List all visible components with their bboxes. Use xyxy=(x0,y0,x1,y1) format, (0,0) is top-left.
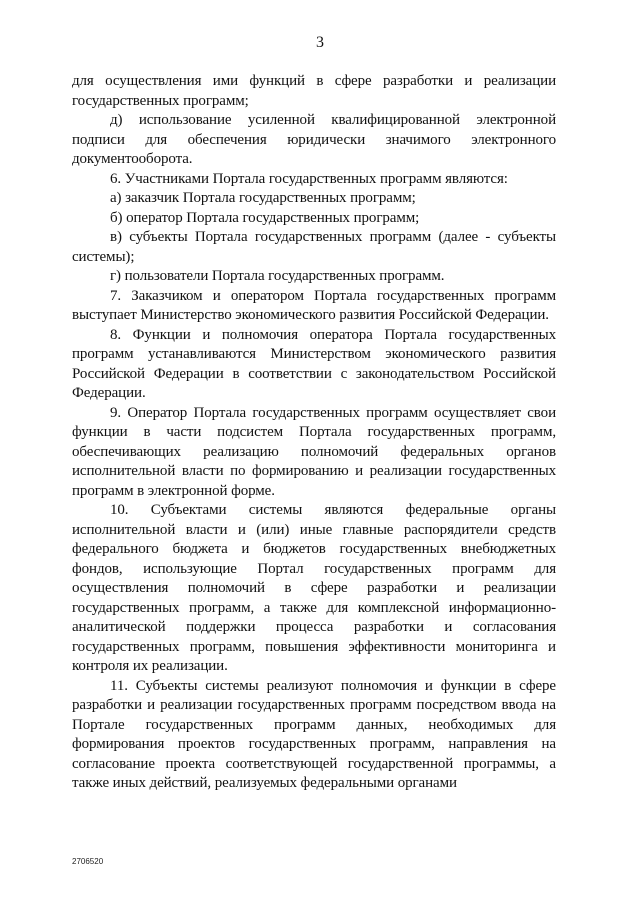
paragraph-8: 8. Функции и полномочия оператора Портала государственных программ устанавливаются Министерством экономического развития Российской Федерации в соответствии с законодательством Российской Федерации. xyxy=(72,326,556,401)
document-code: 2706520 xyxy=(72,857,104,866)
paragraph-item-a: а) заказчик Портала государственных программ; xyxy=(110,190,416,206)
page-number: 3 xyxy=(316,34,324,51)
paragraph-item-v: в) субъекты Портала государственных программ (далее - субъекты системы); xyxy=(72,229,556,265)
paragraph-6: 6. Участниками Портала государственных программ являются: xyxy=(110,170,508,187)
paragraph-7: 7. Заказчиком и оператором Портала государственных программ выступает Министерство экономического развития Российской Федерации. xyxy=(72,287,556,323)
paragraph-11: 11. Субъекты системы реализуют полномочия и функции в сфере разработки и реализации государственных программ посредством ввода на Портале государственных программ данных, необходимых для формирования проектов государственных программ, направления на согласование проекта соответствующей государственной программы, а также иных действий, реализуемых федеральными органами xyxy=(72,677,556,791)
document-body xyxy=(72,72,556,794)
paragraph-item-d: д) использование усиленной квалифицированной электронной подписи для обеспечения юридически значимого электронного документооборота. xyxy=(72,112,556,167)
paragraph-9: 9. Оператор Портала государственных программ осуществляет свои функции в части подсистем Портала государственных программ, обеспечивающих реализацию полномочий федеральных органов исполнительной власти по формированию и реализации государственных программ в электронной форме. xyxy=(72,404,556,499)
paragraph-item-b: б) оператор Портала государственных программ; xyxy=(110,209,420,226)
paragraph-continuation: для осуществления ими функций в сфере разработки и реализации государственных программ; xyxy=(72,73,556,109)
paragraph-item-g: г) пользователи Портала государственных программ. xyxy=(110,268,445,284)
paragraph-10: 10. Субъектами системы являются федеральные органы исполнительной власти и (или) иные главные распорядители средств федерального бюджета и бюджетов государственных внебюджетных фондов, использующие Портал государственных программ для осуществления полномочий в сфере разработки и реализации государственных программ, а также для комплексной информационно-аналитической поддержки процесса разработки и согласования государственных программ, повышения эффективности мониторинга и контроля их реализации. xyxy=(72,502,556,674)
